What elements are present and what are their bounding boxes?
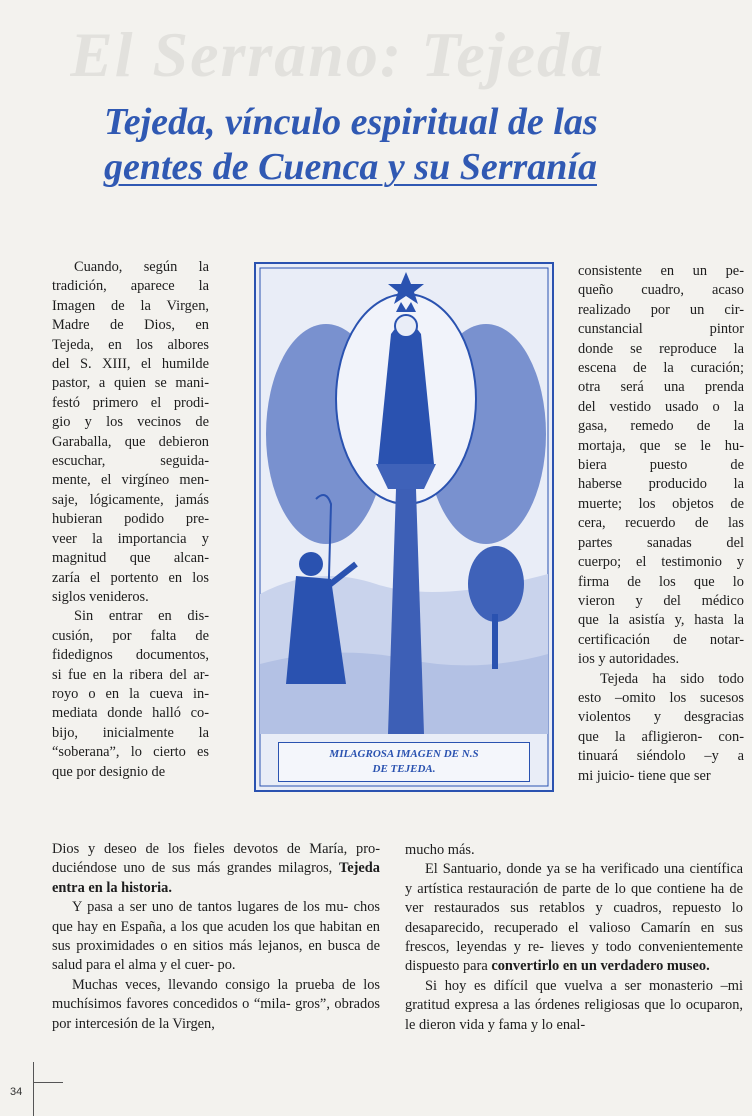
text-line: royo o en la cueva in- — [52, 685, 209, 702]
paragraph: Y pasa a ser uno de tantos lugares de los mu- chos que hay en España, a los que acuden los que habitan en sus proximidades o en sitios más lejanos, en busca de salud para el alma y el cuer- po. — [52, 899, 380, 974]
text-line: saje, lógicamente, jamás — [52, 491, 209, 508]
text-line: tinuará siéndolo –y a — [578, 748, 744, 765]
text-line: Garaballa, que debieron — [52, 433, 209, 450]
virgin-engraving-figure — [254, 262, 554, 792]
text-line: “soberana”, lo cierto es — [52, 744, 209, 761]
text-line: mente, el virgíneo men- — [52, 472, 209, 489]
text-line: si fue en la ribera del ar- — [52, 666, 209, 683]
text-line: del S. XIII, el humilde — [52, 356, 209, 373]
text-line: cuerpo; el testimonio y — [578, 554, 744, 571]
left-wide-text — [52, 840, 380, 1034]
text-line: muerte; los objetos de — [578, 495, 744, 512]
text-line: esto –omito los sucesos — [578, 689, 744, 706]
text-line: haberse producido la — [578, 476, 744, 493]
text-line: festó primero el prodi- — [52, 394, 209, 411]
engraving-illustration — [256, 264, 552, 790]
text-line: veer la importancia y — [52, 530, 209, 547]
text-line: Madre de Dios, en — [52, 317, 209, 334]
left-column — [52, 258, 209, 782]
paragraph: Dios y deseo de los fieles devotos de María, pro- duciéndose uno de sus más grandes milagros, Tejeda entra en la historia. — [52, 841, 380, 896]
figure-caption: MILAGROSA IMAGEN DE N.S DE TEJEDA. — [278, 742, 530, 782]
text-line: escena de la curación; — [578, 360, 744, 377]
text-line: hubieran podido pre- — [52, 511, 209, 528]
text-line: mi juicio- tiene que ser — [578, 767, 711, 784]
article-title — [104, 100, 724, 190]
text-line: del vestido usado o la — [578, 398, 744, 415]
text-line: violentos y desgracias — [578, 709, 744, 726]
text-line: certificación de notar- — [578, 631, 744, 648]
title-line-1: Tejeda, vínculo espiritual de las — [104, 101, 598, 143]
text-line: cunstancial pintor — [578, 321, 744, 338]
text-line: gio y los vecinos de — [52, 414, 209, 431]
right-wide-text — [405, 841, 743, 1035]
page-number: 34 — [10, 1086, 23, 1098]
text-line: donde se reproduce la — [578, 340, 744, 357]
text-line: biera puesto de — [578, 457, 744, 474]
text-line: consistente en un pe- — [578, 263, 744, 279]
text-line: cusión, por falta de — [52, 627, 209, 644]
text-line: gasa, remedo de la — [578, 418, 744, 435]
bleed-through-heading: El Serrano: Tejeda — [70, 19, 605, 90]
paragraph: Si hoy es difícil que vuelva a ser monasterio –mi gratitud expresa a las órdenes religiosas que lo ocuparon, le dieron vida y fama y lo enal- — [405, 977, 743, 1033]
text-line: tradición, aparece la — [52, 278, 209, 295]
paragraph: El Santuario, donde ya se ha verificado una científica y artística restauración de parte de lo que contiene ha de ver restaurados sus retablos y cuadros, repuesto lo desaparecido, recuperado el valioso Camarín en sus frescos, leyendas y re- lieves y todo convenientemente dispuesto para convertirlo en un verdadero museo. — [405, 861, 743, 975]
text-line: bijo, inicialmente la — [52, 724, 209, 741]
text-line: mortaja, que se le hu- — [578, 437, 744, 454]
text-line: ios y autoridades. — [578, 651, 680, 668]
text-line: cera, recuerdo de las — [578, 515, 744, 532]
right-column — [578, 262, 744, 786]
text-line: que la afligieron- con- — [578, 728, 744, 745]
text-line: magnitud que alcan- — [52, 550, 209, 567]
text-line: realizado por un cir- — [578, 301, 744, 318]
text-line: fidedignos documentos, — [52, 647, 209, 664]
text-line: siglos venideros. — [52, 588, 149, 605]
text-line: escuchar, seguida- — [52, 453, 209, 470]
text-line: Sin entrar en dis- — [74, 608, 209, 625]
title-line-2: gentes de Cuenca y su Serranía — [104, 146, 597, 188]
text-line: firma de los que lo — [578, 573, 744, 590]
paragraph: mucho más. — [405, 842, 475, 858]
text-line: Cuando, según la — [74, 259, 209, 275]
page-corner-rule — [33, 1062, 34, 1116]
paragraph: Muchas veces, llevando consigo la prueba de los muchísimos favores concedidos o “mila- gros”, obrados por intercesión de la Virgen, — [52, 976, 380, 1032]
text-line: otra será una prenda — [578, 379, 744, 396]
text-line: Imagen de la Virgen, — [52, 297, 209, 314]
text-line: pastor, a quien se mani- — [52, 375, 209, 392]
text-line: Tejeda, en los albores — [52, 336, 209, 353]
text-line: vieron y del médico — [578, 592, 744, 609]
text-line: que por designio de — [52, 763, 166, 780]
text-line: Tejeda ha sido todo — [600, 670, 744, 687]
text-line: partes sanadas del — [578, 534, 744, 551]
text-line: zaría el portento en los — [52, 569, 209, 586]
text-line: queño cuadro, acaso — [578, 282, 744, 299]
text-line: mediata donde halló co- — [52, 705, 209, 722]
page-corner-rule — [33, 1082, 63, 1083]
bold-phrase: convertirlo en un verdadero museo. — [491, 958, 710, 975]
bold-phrase: Tejeda entra en la historia. — [52, 860, 380, 896]
text-line: que la asistía y, hasta la — [578, 612, 744, 629]
